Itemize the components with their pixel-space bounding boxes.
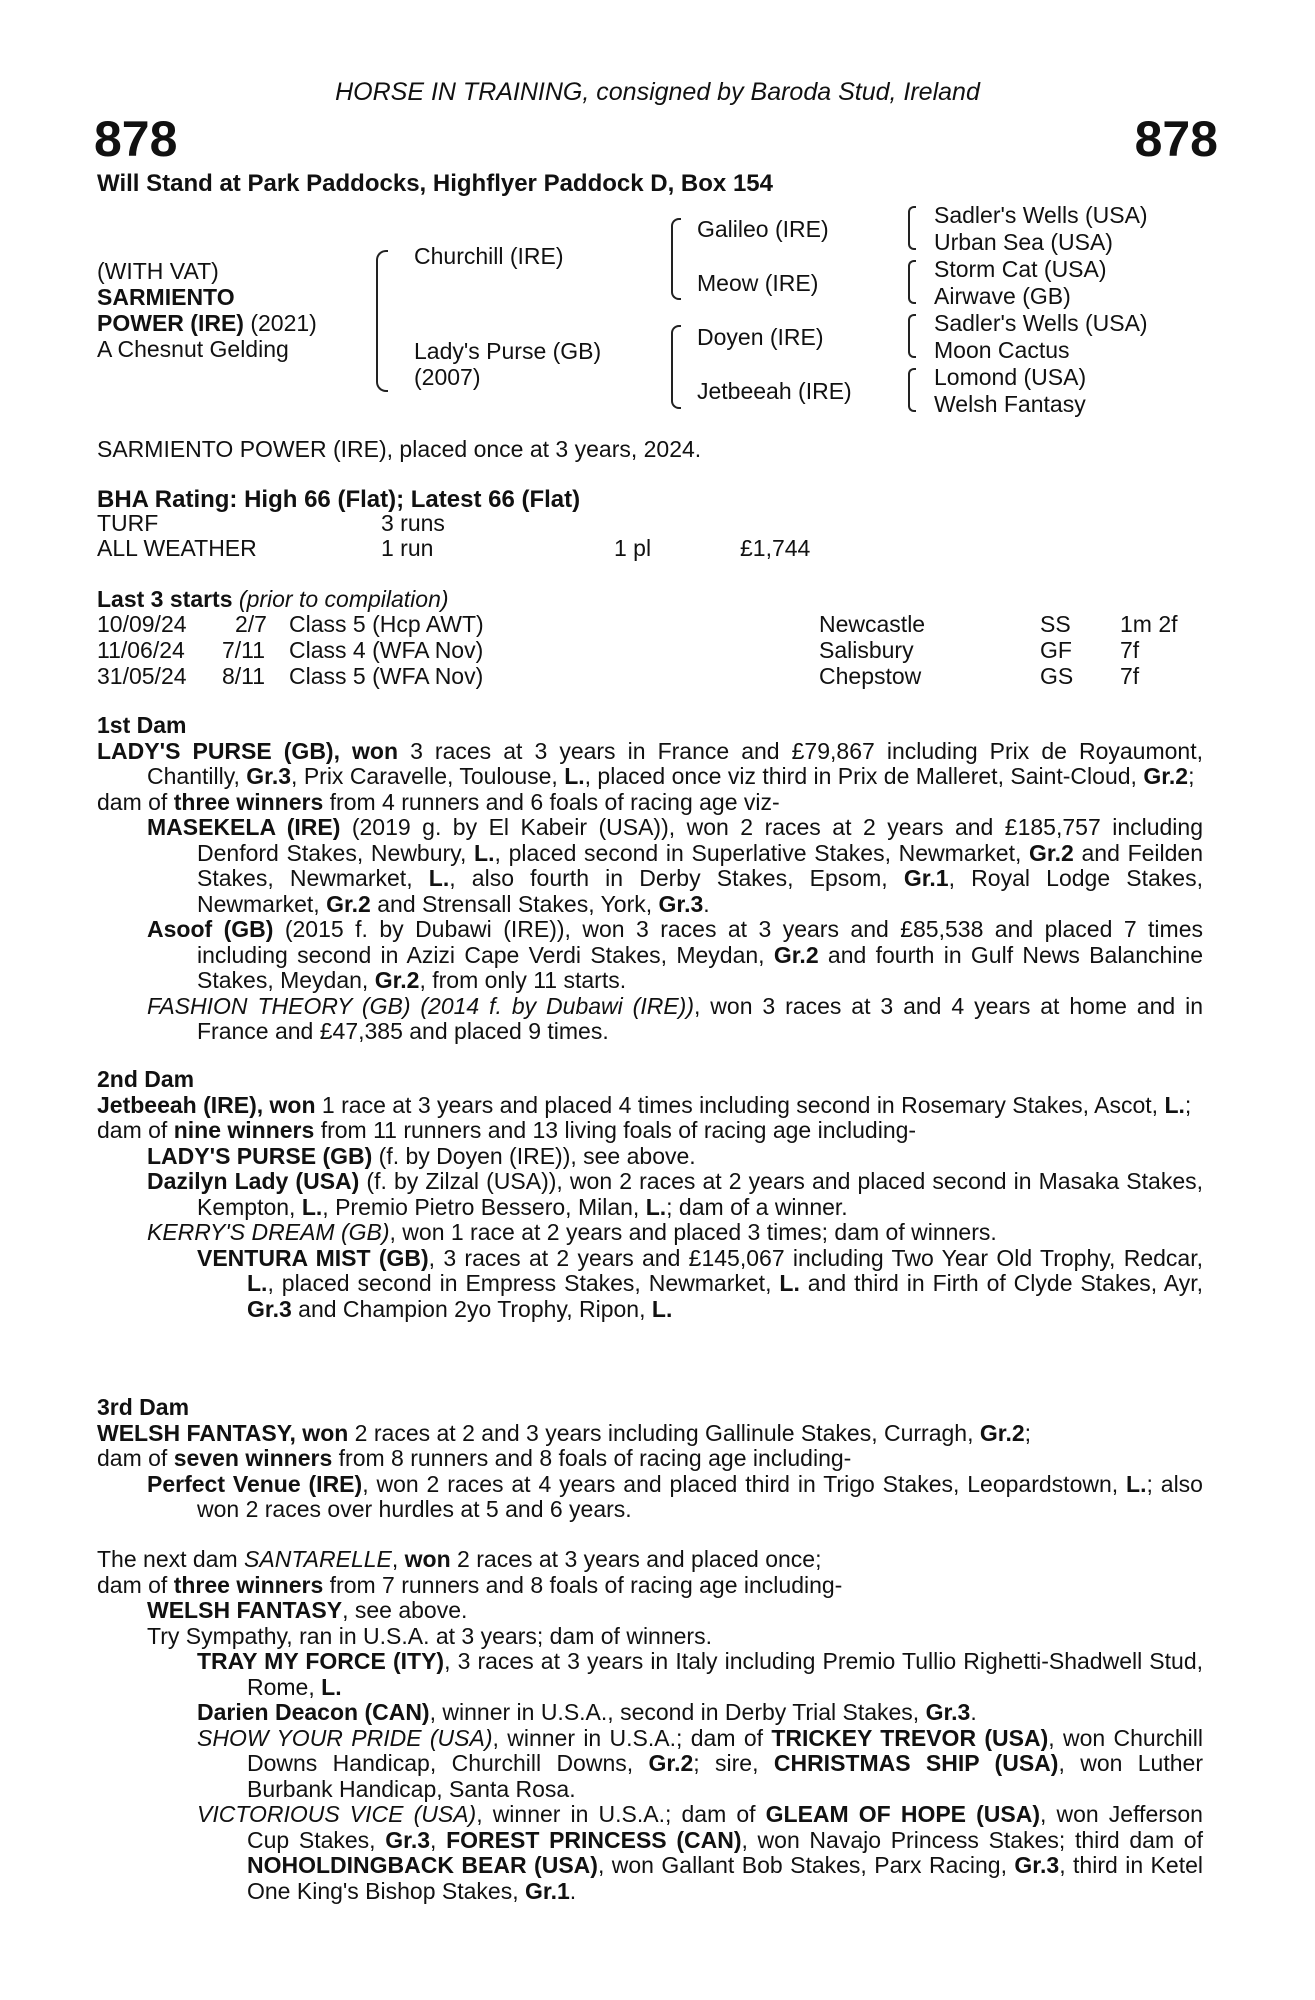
section-heading: 1st Dam (97, 712, 187, 738)
horse-description: A Chesnut Gelding (97, 336, 289, 362)
rating-row-turf-runs: 3 runs (381, 510, 445, 536)
start-distance: 1m 2f (1120, 611, 1178, 637)
consignment-header: HORSE IN TRAINING, consigned by Baroda Stud, Ireland (335, 78, 980, 106)
produce-darien-deacon: Darien Deacon (CAN), winner in U.S.A., second in Derby Trial Stakes, Gr.3. (197, 1699, 977, 1725)
pedigree-g5: Sadler's Wells (USA) (934, 310, 1148, 336)
second-dam-section (97, 1067, 1203, 1322)
pedigree-brace-main (376, 250, 388, 392)
start-position: 7/11 (222, 637, 266, 663)
lot-number-right: 878 (1134, 111, 1218, 167)
start-course: Newcastle (819, 611, 926, 637)
start-date: 31/05/24 (97, 663, 187, 689)
start-class: Class 4 (WFA Nov) (289, 637, 484, 663)
produce-show-your-pride: SHOW YOUR PRIDE (USA), winner in U.S.A.; dam of TRICKEY TREVOR (USA), won Churchill Downs Handicap, Churchill Downs, Gr.2; sire, CHRISTMAS SHIP (USA), won Luther Burbank Handicap, Santa Rosa. (197, 1724, 1204, 1802)
pedigree-brace-sire (671, 218, 681, 300)
pedigree-dam-year: (2007) (414, 364, 481, 390)
pedigree-brace-g1 (908, 206, 916, 250)
pedigree-brace-dam (671, 325, 681, 409)
first-dam-section (97, 713, 1203, 1045)
horse-summary: SARMIENTO POWER (IRE), placed once at 3 years, 2024. (97, 436, 702, 462)
start-date: 10/09/24 (97, 611, 187, 637)
produce-ventura-mist: VENTURA MIST (GB), 3 races at 2 years and £145,067 including Two Year Old Trophy, Redcar, L., placed second in Empress Stakes, Newmarket, L. and third in Firth of Clyde Stakes, Ayr, Gr.3 and Champion 2yo Trophy, Ripon, L. (197, 1244, 1204, 1322)
produce-asoof: Asoof (GB) (2015 f. by Dubawi (IRE)), won 3 races at 3 years and £85,538 and placed 7 times including second in Azizi Cape Verdi Stakes, Meydan, Gr.2 and fourth in Gulf News Balanchine Stakes, Meydan, Gr.2, from only 11 starts. (147, 916, 1203, 993)
pedigree-g4: Airwave (GB) (934, 283, 1071, 309)
start-course: Salisbury (819, 637, 914, 663)
pedigree-sire-dam: Meow (IRE) (697, 270, 819, 296)
first-dam-record: LADY'S PURSE (GB), won 3 races at 3 years in France and £79,867 including Prix de Royaumont, Chantilly, Gr.3, Prix Caravelle, Toulouse, L., placed once viz third in Prix de Malleret, Saint-Cloud, Gr.2; (97, 737, 1203, 789)
pedigree-g1: Sadler's Wells (USA) (934, 202, 1148, 228)
pedigree-dam-dam: Jetbeeah (IRE) (697, 378, 852, 404)
third-dam-produce-summary: dam of seven winners from 8 runners and 8 foals of racing age including- (97, 1445, 852, 1471)
last-starts-heading: Last 3 starts (prior to compilation) (97, 586, 449, 612)
pedigree-brace-g2 (908, 260, 916, 304)
pedigree-sire: Churchill (IRE) (414, 243, 564, 269)
location-line: Will Stand at Park Paddocks, Highflyer Paddock D, Box 154 (97, 170, 773, 197)
pedigree-sire-sire: Galileo (IRE) (697, 216, 829, 242)
start-going: GF (1040, 637, 1072, 663)
produce-kerrys-dream: KERRY'S DREAM (GB), won 1 race at 2 years and placed 3 times; dam of winners. (147, 1219, 997, 1245)
horse-name-line1: SARMIENTO (97, 284, 235, 310)
pedigree-brace-g3 (908, 314, 916, 358)
bha-rating-title: BHA Rating: High 66 (Flat); Latest 66 (Flat) (97, 486, 581, 513)
second-dam-record: Jetbeeah (IRE), won 1 race at 3 years and placed 4 times including second in Rosemary Stakes, Ascot, L.; (97, 1091, 1192, 1118)
produce-welsh-fantasy: WELSH FANTASY, see above. (147, 1597, 468, 1623)
rating-row-turf-surface: TURF (97, 510, 159, 536)
second-dam-produce-summary: dam of nine winners from 11 runners and 13 living foals of racing age including- (97, 1117, 917, 1143)
rating-row-aw-placed: 1 pl (614, 535, 652, 561)
produce-perfect-venue: Perfect Venue (IRE), won 2 races at 4 years and placed third in Trigo Stakes, Leopardstown, L.; also won 2 races over hurdles at 5 and 6 years. (147, 1470, 1203, 1522)
pedigree-dam: Lady's Purse (GB) (414, 338, 602, 364)
next-dam-section (97, 1547, 1203, 1904)
horse-name-line2: POWER (IRE) (2021) (97, 310, 317, 336)
lot-number-left: 878 (94, 111, 178, 167)
start-distance: 7f (1120, 637, 1140, 663)
first-dam-produce-summary: dam of three winners from 4 runners and 6 foals of racing age viz- (97, 788, 780, 815)
pedigree-g3: Storm Cat (USA) (934, 256, 1107, 282)
rating-row-aw-prize: £1,744 (740, 535, 811, 561)
rating-row-aw-runs: 1 run (381, 535, 434, 561)
start-going: GS (1040, 663, 1074, 689)
start-distance: 7f (1120, 663, 1140, 689)
start-course: Chepstow (819, 663, 922, 689)
rating-row-aw-surface: ALL WEATHER (97, 535, 257, 561)
next-dam-produce-summary: dam of three winners from 7 runners and 8 foals of racing age including- (97, 1571, 843, 1598)
produce-ladys-purse: LADY'S PURSE (GB) (f. by Doyen (IRE)), see above. (147, 1142, 696, 1169)
produce-masekela: MASEKELA (IRE) (2019 g. by El Kabeir (USA)), won 2 races at 2 years and £185,757 including Denford Stakes, Newbury, L., placed second in Superlative Stakes, Newmarket, Gr.2 and Feilden Stakes, Newmarket, L., also fourth in Derby Stakes, Epsom, Gr.1, Royal Lodge Stakes, Newmarket, Gr.2 and Strensall Stakes, York, Gr.3. (147, 814, 1204, 917)
section-heading: 3rd Dam (97, 1394, 190, 1420)
produce-tray-my-force: TRAY MY FORCE (ITY), 3 races at 3 years in Italy including Premio Tullio Righetti-Shadwell Stud, Rome, L. (197, 1648, 1204, 1700)
produce-try-sympathy: Try Sympathy, ran in U.S.A. at 3 years; dam of winners. (147, 1622, 712, 1649)
next-dam-record: The next dam SANTARELLE, won 2 races at 3 years and placed once; (97, 1546, 822, 1572)
produce-dazilyn-lady: Dazilyn Lady (USA) (f. by Zilzal (USA)), won 2 races at 2 years and placed second in Masaka Stakes, Kempton, L., Premio Pietro Bessero, Milan, L.; dam of a winner. (147, 1168, 1203, 1220)
start-going: SS (1040, 611, 1071, 637)
pedigree-brace-g4 (908, 368, 916, 412)
start-position: 8/11 (222, 663, 266, 689)
pedigree-g6: Moon Cactus (934, 337, 1070, 363)
pedigree-g2: Urban Sea (USA) (934, 229, 1113, 255)
start-class: Class 5 (Hcp AWT) (289, 611, 484, 637)
pedigree-dam-sire: Doyen (IRE) (697, 324, 824, 350)
vat-label: (WITH VAT) (97, 258, 219, 284)
section-heading: 2nd Dam (97, 1066, 195, 1092)
pedigree-g8: Welsh Fantasy (934, 391, 1086, 417)
produce-victorious-vice: VICTORIOUS VICE (USA), winner in U.S.A.; dam of GLEAM OF HOPE (USA), won Jefferson Cup Stakes, Gr.3, FOREST PRINCESS (CAN), won Navajo Princess Stakes; third dam of NOHOLDINGBACK BEAR (USA), won Gallant Bob Stakes, Parx Racing, Gr.3, third in Ketel One King's Bishop Stakes, Gr.1. (197, 1801, 1203, 1904)
third-dam-record: WELSH FANTASY, won 2 races at 2 and 3 years including Gallinule Stakes, Curragh, Gr.2; (97, 1419, 1032, 1446)
start-date: 11/06/24 (97, 637, 185, 663)
third-dam-section (97, 1395, 1203, 1523)
start-position: 2/7 (235, 611, 267, 637)
start-class: Class 5 (WFA Nov) (289, 663, 484, 689)
pedigree-g7: Lomond (USA) (934, 364, 1087, 390)
produce-fashion-theory: FASHION THEORY (GB) (2014 f. by Dubawi (IRE)), won 3 races at 3 and 4 years at home and in France and £47,385 and placed 9 times. (147, 992, 1204, 1044)
